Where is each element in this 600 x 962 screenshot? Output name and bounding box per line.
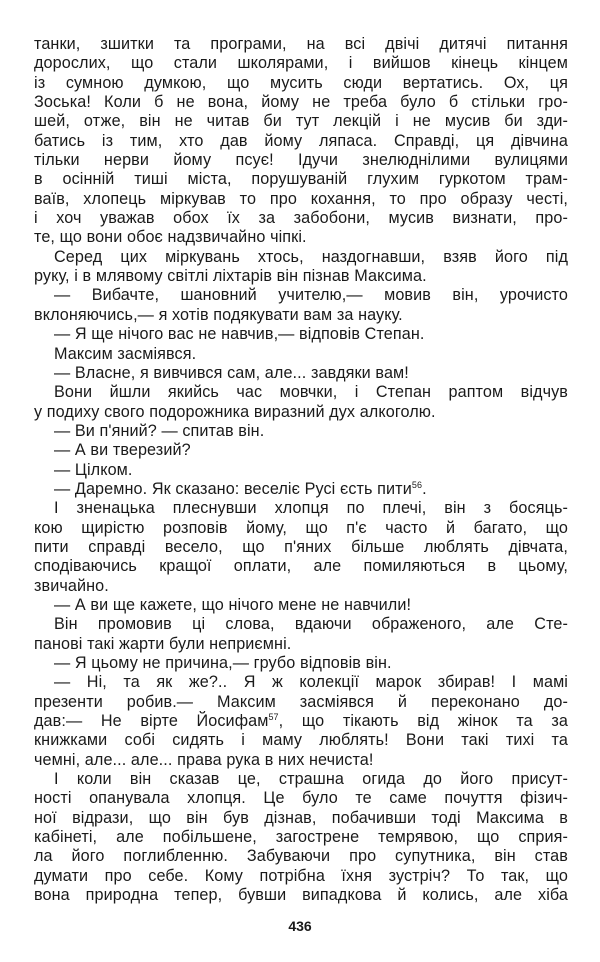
line-text: те, що вони обоє надзвичайно чіпкі. bbox=[34, 228, 307, 247]
line-text: книжками собі сидять і маму люблять! Вони такі тихі та bbox=[34, 731, 568, 750]
text-line bbox=[34, 519, 568, 538]
line-text: танки, зшитки та програми, на всі двічі дитячі питання bbox=[34, 35, 568, 53]
line-text-continued: , що тікають від жінок та за bbox=[278, 712, 568, 731]
footnote-marker: 56 bbox=[411, 479, 423, 490]
line-text: панові такі жарти були неприємні. bbox=[34, 634, 292, 653]
text-line bbox=[34, 286, 568, 305]
text-line bbox=[34, 35, 568, 54]
text-line bbox=[34, 190, 568, 209]
text-line bbox=[34, 770, 568, 789]
text-line bbox=[34, 499, 568, 518]
text-line bbox=[34, 693, 568, 712]
page-body-text bbox=[34, 35, 568, 905]
text-line bbox=[34, 596, 568, 615]
line-text: Максим засміявся. bbox=[54, 344, 197, 363]
line-text-continued: . bbox=[422, 479, 427, 498]
line-text: ваїв, хлопець міркував то про кохання, то про образу честі, bbox=[34, 189, 568, 208]
text-line bbox=[34, 635, 568, 654]
line-text: думати про себе. Кому потрібна їхня зустріч? То так, що bbox=[34, 866, 568, 885]
text-line bbox=[34, 267, 568, 286]
line-text: кабінеті, але побільшене, загострене темрявою, що сприя- bbox=[34, 828, 568, 847]
line-text: — А ви ще кажете, що нічого мене не навчили! bbox=[54, 595, 412, 614]
line-text: і хоч уважав обох їх за забобони, мусив визнати, про- bbox=[34, 209, 568, 228]
text-line bbox=[34, 325, 568, 344]
line-text: ла його поглибленню. Забуваючи про супутника, він став bbox=[34, 847, 568, 866]
line-text: І зненацька плеснувши хлопця по плечі, він з босяць- bbox=[54, 499, 568, 518]
text-line bbox=[34, 886, 568, 905]
text-line bbox=[34, 74, 568, 93]
text-line bbox=[34, 577, 568, 596]
line-text: вклоняючись,— я хотів подякувати вам за науку. bbox=[34, 305, 403, 324]
text-line bbox=[34, 615, 568, 634]
line-text: звичайно. bbox=[34, 576, 109, 595]
line-text: презенти робив.— Максим засміявся й переконано до- bbox=[34, 692, 568, 711]
line-text: у подиху свого подорожника виразний дух алкоголю. bbox=[34, 402, 436, 421]
line-text: вона природна тепер, бувши випадкова й колись, але хіба bbox=[34, 886, 568, 905]
text-line bbox=[34, 828, 568, 847]
line-text: пити справді весело, що п'яних більше люблять дівчата, bbox=[34, 537, 568, 556]
text-line bbox=[34, 151, 568, 170]
line-text: кою щирістю розповів йому, що п'є часто й багато, що bbox=[34, 518, 568, 537]
line-text: — Ні, та як же?.. Я ж колекції марок збирав! І мамі bbox=[54, 673, 568, 692]
text-line bbox=[34, 712, 568, 731]
text-line bbox=[34, 132, 568, 151]
text-line bbox=[34, 170, 568, 189]
line-text: сподіваючись кращої оплати, але помиляються в цьому, bbox=[34, 557, 568, 576]
line-text: чемні, але... але... права рука в них нечиста! bbox=[34, 750, 374, 769]
line-text: Зоська! Коли б не вона, йому не треба було б стільки гро- bbox=[34, 93, 568, 112]
text-line bbox=[34, 847, 568, 866]
line-text: ної відрази, що він був дізнав, побачивши тоді Максима в bbox=[34, 808, 568, 827]
line-text: руку, і в млявому світлі ліхтарів він пізнав Максима. bbox=[34, 267, 427, 286]
line-text: шей, отже, він не читав би тут лекцій і не мусив би зди- bbox=[34, 112, 568, 131]
text-line bbox=[34, 731, 568, 750]
line-text: ності опанувала хлопця. Це було те саме почуття фізич- bbox=[34, 789, 568, 808]
line-text: Серед цих міркувань хтось, наздогнавши, взяв його під bbox=[54, 247, 568, 266]
line-text: — Цілком. bbox=[54, 460, 133, 479]
text-line bbox=[34, 248, 568, 267]
text-line bbox=[34, 867, 568, 886]
line-text: із сумною думкою, що мусить сюди вертатись. Ох, ця bbox=[34, 73, 568, 92]
line-text: — Ви п'яний? — спитав він. bbox=[54, 421, 265, 440]
text-line bbox=[34, 422, 568, 441]
line-text: — А ви тверезий? bbox=[54, 441, 191, 460]
text-line bbox=[34, 809, 568, 828]
line-text: Вони йшли якийсь час мовчки, і Степан раптом відчув bbox=[54, 383, 568, 402]
page-number: 436 bbox=[288, 918, 312, 934]
line-text: — Власне, я вивчився сам, але... завдяки вам! bbox=[54, 363, 409, 382]
text-line bbox=[34, 306, 568, 325]
line-text: дав:— Не вірте Йосифам bbox=[34, 712, 269, 731]
line-text: — Я ще нічого вас не навчив,— відповів Степан. bbox=[54, 325, 425, 344]
line-text: — Даремно. Як сказано: веселіє Русі єсть пити bbox=[54, 479, 412, 498]
line-text: — Я цьому не причина,— грубо відповів він. bbox=[54, 654, 392, 672]
text-line bbox=[34, 441, 568, 460]
line-text: Він промовив ці слова, вдаючи ображеного, але Сте- bbox=[54, 615, 568, 634]
text-line bbox=[34, 228, 568, 247]
line-text: дорослих, що стали школярами, і вийшов кінець кінцем bbox=[34, 54, 568, 73]
text-line bbox=[34, 112, 568, 131]
line-text: в осінній тиші міста, порушуваній глухим гуркотом трам- bbox=[34, 170, 568, 189]
text-line bbox=[34, 461, 568, 480]
text-line bbox=[34, 673, 568, 692]
text-line bbox=[34, 54, 568, 73]
text-line bbox=[34, 364, 568, 383]
line-text: тільки нерви йому псує! Ідучи знелюднілими вулицями bbox=[34, 151, 568, 170]
text-line bbox=[34, 383, 568, 402]
footnote-marker: 57 bbox=[268, 712, 279, 723]
text-line bbox=[34, 654, 568, 673]
text-line bbox=[34, 209, 568, 228]
text-line bbox=[34, 557, 568, 576]
text-line bbox=[34, 480, 568, 499]
text-line bbox=[34, 345, 568, 364]
text-line bbox=[34, 403, 568, 422]
text-line bbox=[34, 789, 568, 808]
line-text: І коли він сказав це, страшна огида до його присут- bbox=[54, 770, 568, 789]
text-line bbox=[34, 538, 568, 557]
line-text: — Вибачте, шановний учителю,— мовив він, урочисто bbox=[54, 286, 568, 305]
text-line bbox=[34, 93, 568, 112]
line-text: батись із тим, хто дав йому ляпаса. Справді, ця дівчина bbox=[34, 131, 568, 150]
text-line bbox=[34, 751, 568, 770]
